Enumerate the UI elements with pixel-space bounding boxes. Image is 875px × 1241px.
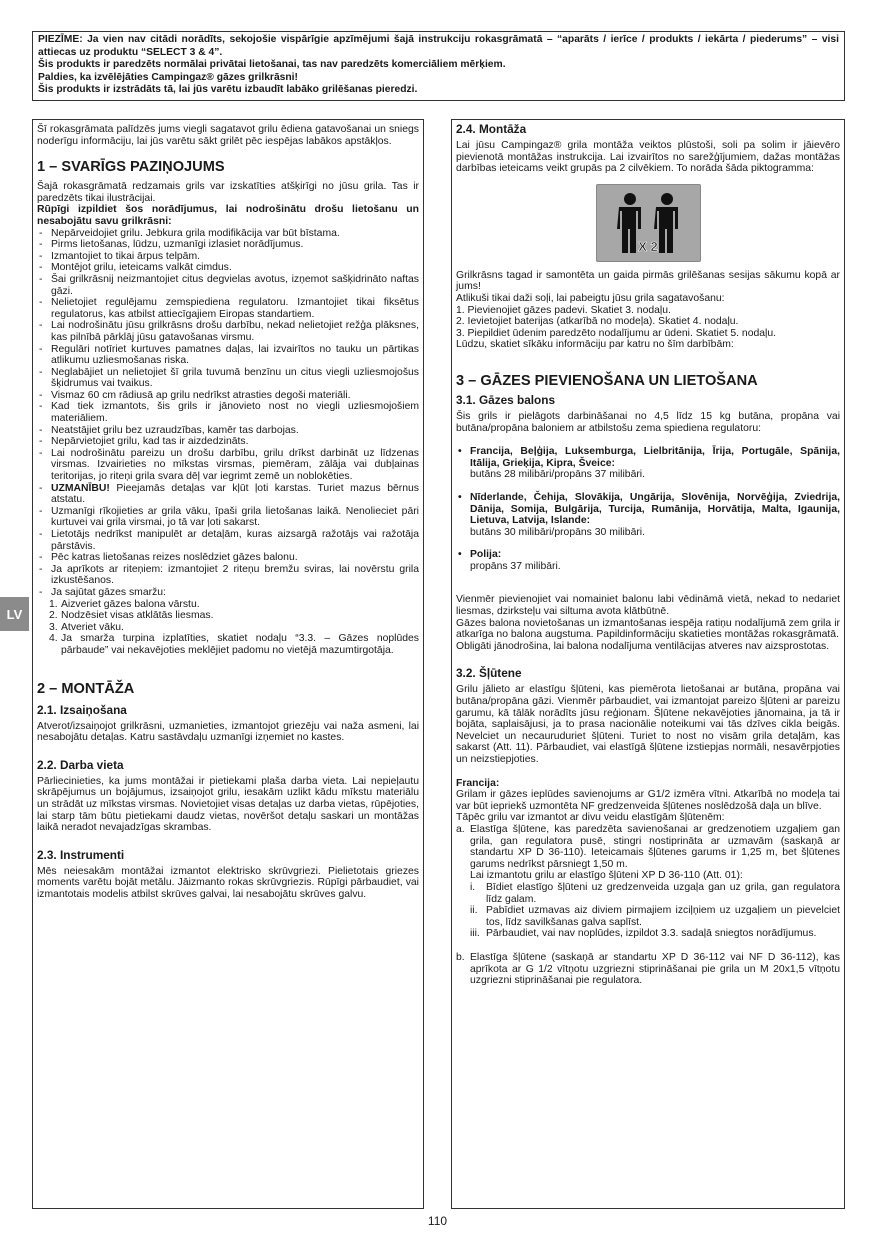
section-3-2-text: Grilu jālieto ar elastīgu šļūteni, kas piemērota lietošanai ar butāna, propāna vai butāna/propāna gāzi. Vienmēr pārbaudiet, vai izmantojat pareizo šļūteni ar pareizu garumu, kā tālāk norādīts jūsu reģionam. Šļūtene nekavējoties jānomaina, ja tā ir bojāta, saplaisājusi, ja to prasa nacionālie noteikumi vai tās dzīves cikla beigās. Nevelciet un necauruduriet šļūteni. Turiet to nost no visām grila detaļām, kas sakarst (Att. 11). Pārbaudiet, vai elastīgā šļūtene izstiepjas normāli, nesavērpjoties un neizstiepjoties. bbox=[456, 684, 840, 765]
step-line: 1. Pievienojiet gāzes padevi. Skatiet 3. nodaļu. bbox=[456, 304, 671, 316]
pressure-text: propāns 37 milibāri. bbox=[470, 560, 561, 572]
section-2-4-text: Lai jūsu Campingaz® grila montāža veiktos plūstoši, soli pa solim ir jāievēro pievienotā montāžas instrukcija. Lai izvairītos no sarežģījumiem, dažas montāžas darbības ieteicams veikt grupās pa 2 cilvēkiem. To norāda šāda piktogramma: bbox=[456, 140, 840, 175]
intro-text: Šī rokasgrāmata palīdzēs jums viegli sagatavot grilu ēdiena gatavošanai un sniegs noderīgu informāciju, lai jūs varētu sākt grilēt pēc iespējas labākos apstākļos. bbox=[37, 124, 419, 147]
step-number: 2. bbox=[49, 610, 58, 622]
list-item: - Pirms lietošanas, lūdzu, uzmanīgi izlasiet norādījumus. bbox=[37, 239, 419, 251]
list-item bbox=[470, 928, 840, 940]
list-item: - Pēc katras lietošanas reizes noslēdziet gāzes balonu. bbox=[37, 552, 419, 564]
list-item: - Izmantojiet to tikai ārpus telpām. bbox=[37, 251, 419, 263]
section-3-1-paragraph: Vienmēr pievienojiet vai nomainiet balonu labi vēdināmā vietā, nekad to nedariet liesmas, dzirksteļu vai siltuma avota klātbūtnē. bbox=[456, 594, 840, 618]
step-line: 2. Ievietojiet baterijas (atkarībā no modeļa). Skatiet 4. nodaļu. bbox=[456, 316, 739, 328]
language-tab: LV bbox=[0, 597, 29, 631]
france-label: Francija: bbox=[456, 777, 500, 789]
warning-item bbox=[37, 483, 419, 506]
list-item bbox=[470, 905, 840, 928]
section-1-title: 1 – SVARĪGS PAZIŅOJUMS bbox=[37, 159, 225, 176]
two-person-pictogram-icon bbox=[596, 184, 701, 262]
assembly-complete-text: Grilkrāsns tagad ir samontēta un gaida pirmās grilēšanas sesijas sākumu kopā ar jums! bbox=[456, 269, 840, 293]
list-item: - Uzmanīgi rīkojieties ar grila vāku, īpaši grila lietošanas laikā. Nenolieciet pāri kurtuvei vai grila virsmai, jo tā var ļoti sakarst. bbox=[37, 506, 419, 529]
right-column bbox=[451, 119, 845, 1209]
option-text: Elastīga šļūtene, kas paredzēta savienošanai ar gredzenotiem uzgaļiem gan grila, gan regulatora pusē, stingri nostiprināta ar uzmavām (saskaņā ar standartu XP D 36-110). Ieteicamais šļūtenes garums ir 1,25 m, bet šļūtenes garums nedrīkst pārsniegt 1,50 m. bbox=[470, 823, 840, 870]
section-2-1-title: 2.1. Izsaiņošana bbox=[37, 702, 127, 717]
list-item bbox=[49, 599, 419, 611]
list-item: - Šai grilkrāsnij neizmantojiet citus degvielas avotus, izņemot sašķidrināto naftas gāzi. bbox=[37, 274, 419, 297]
section-3-2-title: 3.2. Šļūtene bbox=[456, 666, 522, 681]
details-text: Lūdzu, skatiet sīkāku informāciju par katru no šīm darbībām: bbox=[456, 339, 734, 351]
pressure-text: butāns 28 milibāri/propāns 37 milibāri. bbox=[470, 469, 645, 481]
step-number: 1. bbox=[49, 598, 58, 610]
gas-smell-steps bbox=[37, 599, 419, 657]
france-text: Tāpēc grilu var izmantot ar divu veidu elastīgām šļūtenēm: bbox=[456, 812, 725, 824]
section-1-emphasis: Rūpīgi izpildiet šos norādījumus, lai nodrošinātu drošu lietošanu un nesabojātu savu grilkrāsni: bbox=[37, 204, 419, 227]
list-item bbox=[49, 610, 419, 622]
step-number: 4. bbox=[49, 633, 58, 645]
section-2-2-title: 2.2. Darba vieta bbox=[37, 757, 124, 772]
step-number: iii. bbox=[470, 928, 480, 940]
list-item bbox=[49, 633, 419, 656]
section-2-4-title: 2.4. Montāža bbox=[456, 122, 527, 136]
section-1-paragraph: Šajā rokasgrāmatā redzamais grils var izskatīties atšķirīgi no jūsu grila. Tas ir paredzēts tikai ilustrācijai. bbox=[37, 181, 419, 204]
step-text: Ja smarža turpina izplatīties, skatiet nodaļu “3.3. – Gāzes noplūdes pārbaude” vai nekavējoties meklējiet padomu no vietējā mazumtirgotāja. bbox=[61, 633, 419, 656]
list-item: - Neglabājiet un nelietojiet šī grila tuvumā benzīnu un citus viegli uzliesmojošus šķidrumus vai tvaikus. bbox=[37, 367, 419, 390]
section-3-1-title: 3.1. Gāzes balons bbox=[456, 392, 556, 407]
list-item: - Lai nodrošinātu jūsu grilkrāsns drošu darbību, nekad nelietojiet režģa plāksnes, kas pilnībā pārklāj jūsu gatavošanas virsmu. bbox=[37, 320, 419, 343]
step-text: Nodzēsiet visas atklātās liesmas. bbox=[61, 610, 214, 622]
list-item bbox=[456, 492, 840, 538]
list-item bbox=[456, 446, 840, 481]
hose-steps bbox=[456, 882, 840, 940]
country-names: • Nīderlande, Čehija, Slovākija, Ungārija, Slovēnija, Norvēģija, Zviedrija, Dānija, Somija, Bulgārija, Turcija, Rumānija, Horvātija, Malta, Igaunija, Lietuva, Latvija, Islande: bbox=[470, 491, 840, 527]
remaining-steps-text: Atlikuši tikai daži soļi, lai pabeigtu jūsu grila sagatavošanu: bbox=[456, 292, 725, 304]
step-text: Atveriet vāku. bbox=[61, 621, 124, 633]
step-number: 3. bbox=[49, 621, 58, 633]
notice-line: Šis produkts ir paredzēts normālai privātai lietošanai, tas nav paredzēts komerciāliem mērķiem. bbox=[38, 59, 506, 71]
section-2-1-text: Atverot/izsaiņojot grilkrāsni, uzmanieties, izmantojot griezēju vai naža asmeni, lai nesabojātu detaļas. Katru sastāvdaļu uzmanīgi izņemiet no kastes. bbox=[37, 720, 419, 744]
list-item: - Montējot grilu, ieteicams valkāt cimdus. bbox=[37, 262, 419, 274]
page-number: 110 bbox=[427, 1214, 448, 1228]
notice-line: Paldies, ka izvēlējāties Campingaz® gāzes grilkrāsni! bbox=[38, 71, 298, 83]
france-text: Grilam ir gāzes ieplūdes savienojums ar G1/2 izmēra vītni. Atkarībā no modeļa tai var būt iepriekš uzmontēta NF gredzenveida šļūtenes noslēdzošā daļa un blīve. bbox=[456, 789, 840, 812]
step-number: ii. bbox=[470, 905, 478, 917]
hose-option-b bbox=[456, 952, 840, 987]
option-text: Elastīga šļūtene (saskaņā ar standartu XP D 36-112 vai NF D 36-112), kas aprīkota ar G 1/2 vītņotu uzgriezni stiprināšanai pie grila un M 20x1,5 vītņotu uzgriezni stiprināšanai pie regulatora. bbox=[470, 951, 840, 987]
section-2-3-text: Mēs neiesakām montāžai izmantot elektrisko skrūvgriezi. Pielietotais griezes moments varētu bojāt metālu. Jāizmanto rokas skrūvgriezis. Rūpīgi pārbaudiet, vai izmantotais modelis atbilst skrūves galvai, lai nesabojātu skrūves galvu. bbox=[37, 865, 419, 900]
notice-box bbox=[32, 31, 845, 101]
list-item: - Nelietojiet regulējamu zemspiediena regulatoru. Izmantojiet tikai fiksētus regulatorus, kas atbilst attiecīgajiem Eiropas standartiem. bbox=[37, 297, 419, 320]
list-item: - Lai nodrošinātu pareizu un drošu darbību, grilu drīkst darbināt uz līdzenas virsmas. Izvairieties no mīkstas virsmas, piemēram, zālāja vai dubļainas teritorijas, jo riteņi grila svara dēļ var iegrimt zemē un noblokēties. bbox=[37, 448, 419, 483]
option-letter: b. bbox=[456, 951, 465, 963]
section-3-1-text: Šis grils ir pielāgots darbināšanai no 4,5 līdz 15 kg butāna, propāna vai butāna/propāna baloniem ar atbilstošu zema spiediena regulatoru: bbox=[456, 410, 840, 434]
step-number: i. bbox=[470, 881, 476, 893]
list-item: - Vismaz 60 cm rādiusā ap grilu nedrīkst atrasties degoši materiāli. bbox=[37, 390, 419, 402]
country-names: • Francija, Beļģija, Luksemburga, Lielbritānija, Īrija, Portugāle, Spānija, Itālija, Grieķija, Kipra, Šveice: bbox=[470, 446, 840, 469]
list-item: - Nepārvietojiet grilu, kad tas ir aizdedzināts. bbox=[37, 436, 419, 448]
list-item: - Neatstājiet grilu bez uzraudzības, kamēr tas darbojas. bbox=[37, 425, 419, 437]
warning-label: UZMANĪBU! bbox=[51, 482, 110, 494]
list-item: - Nepārveidojiet grilu. Jebkura grila modifikācija var būt bīstama. bbox=[37, 228, 419, 240]
section-3-1-paragraph: Gāzes balona novietošanas un izmantošanas iespēja ratiņu nodalījumā zem grila ir atkarīga no balona augstuma. Papildinformāciju skatieties montāžas rokasgrāmatā. bbox=[456, 617, 840, 641]
section-3-1-paragraph: Obligāti jānodrošina, lai balona nodalījuma ventilācijas atveres nav aizsprostotas. bbox=[456, 640, 830, 652]
list-item: - Kad tiek izmantots, šis grils ir jānovieto nost no viegli uzliesmojošiem materiāliem. bbox=[37, 401, 419, 424]
section-3-title: 3 – GĀZES PIEVIENOŠANA UN LIETOŠANA bbox=[456, 372, 758, 389]
list-item bbox=[49, 622, 419, 634]
option-text: Lai izmantotu grilu ar elastīgo šļūteni XP D 36-110 (Att. 01): bbox=[470, 870, 743, 882]
step-text: Bīdiet elastīgo šļūteni uz gredzenveida uzgaļa gan uz grila, gan regulatora līdz galam. bbox=[486, 881, 840, 905]
country-list bbox=[456, 446, 840, 572]
list-item bbox=[470, 882, 840, 905]
step-text: Aizveriet gāzes balona vārstu. bbox=[61, 598, 200, 610]
warning-text: Pieejamās detaļas var kļūt ļoti karstas. Turiet mazus bērnus atstatu. bbox=[51, 482, 419, 506]
section-2-2-text: Pārliecinieties, ka jums montāžai ir pietiekami plaša darba vieta. Lai nepieļautu skrāpējumus un bojājumus, izsaiņojot grilu, iesakām uzlikt kādu mīkstu materiālu un strādāt uz mīkstas virsmas. Novietojiet visas detaļas uz darba vietas, rūpējoties, lai starp tām būtu pietiekami daudz vietas, novēršot detaļu saskari un montāžas laikā neradot nevajadzīgas skrambas. bbox=[37, 775, 419, 834]
pictogram-label: X 2 bbox=[637, 238, 658, 254]
option-letter: a. bbox=[456, 823, 465, 835]
step-text: Pabīdiet uzmavas aiz diviem pirmajiem izciļņiem uz uzgaļiem un pievelciet tos, līdz savilkšanas galva saplīst. bbox=[486, 905, 840, 928]
list-item: - Ja aprīkots ar riteņiem: izmantojiet 2 riteņu bremžu sviras, lai novērstu grila izkustēšanos. bbox=[37, 564, 419, 587]
left-column bbox=[32, 119, 424, 1209]
country-names: • Polija: bbox=[470, 549, 502, 561]
list-item: - Ja sajūtat gāzes smaržu: bbox=[37, 587, 419, 599]
notice-line: PIEZĪME: Ja vien nav citādi norādīts, sekojošie vispārīgie apzīmējumi šajā instrukciju rokasgrāmatā – “aparāts / ierīce / produkts / iekārta / piederums” – visi attiecas uz produktu “SELECT 3 & 4”. bbox=[38, 34, 839, 58]
step-line: 3. Piepildiet ūdenim paredzēto nodalījumu ar ūdeni. Skatiet 5. nodaļu. bbox=[456, 327, 777, 339]
notice-line: Šis produkts ir izstrādāts tā, lai jūs varētu izbaudīt labāko grilēšanas pieredzi. bbox=[38, 84, 418, 96]
pressure-text: butāns 30 milibāri/propāns 30 milibāri. bbox=[470, 526, 645, 538]
list-item: - Regulāri notīriet kurtuves pamatnes daļas, lai izvairītos no tauku un pārtikas atlikumu uzliesmošanas riska. bbox=[37, 344, 419, 367]
hose-option-a bbox=[456, 824, 840, 882]
list-item: - Lietotājs nedrīkst manipulēt ar detaļām, kuras aizsargā ražotājs vai ražotāja pārstāvis. bbox=[37, 529, 419, 552]
list-item bbox=[456, 549, 840, 572]
section-2-title: 2 – MONTĀŽA bbox=[37, 680, 135, 697]
safety-list bbox=[37, 228, 419, 599]
section-2-3-title: 2.3. Instrumenti bbox=[37, 847, 125, 862]
step-text: Pārbaudiet, vai nav noplūdes, izpildot 3.3. sadaļā sniegtos norādījumus. bbox=[486, 928, 817, 940]
